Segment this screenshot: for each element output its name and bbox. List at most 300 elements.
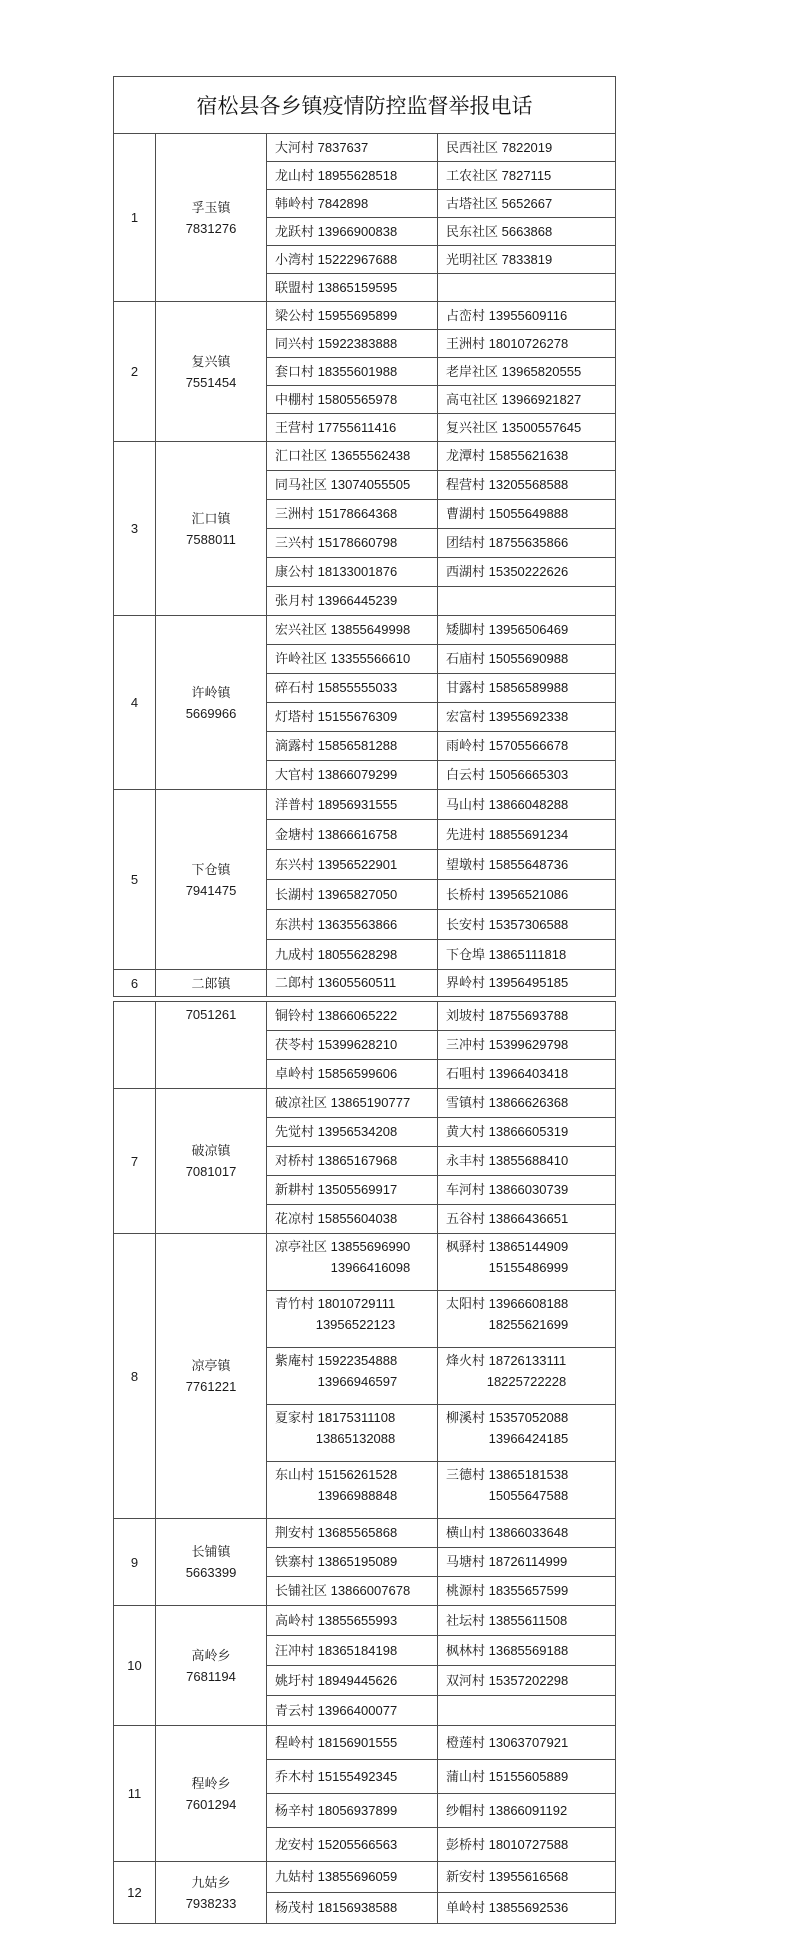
town-cell [156, 1234, 267, 1519]
village-entry [446, 336, 568, 352]
village-line [275, 1350, 397, 1371]
village-name: 龙跃村 [275, 223, 315, 239]
village-name: 汇口社区 [275, 448, 328, 463]
village-line [446, 738, 568, 754]
village-entry [275, 1350, 397, 1392]
village-row [114, 1862, 616, 1893]
village-line [446, 1037, 568, 1053]
village-line [446, 420, 581, 436]
village-entry [275, 564, 397, 580]
village-entry [275, 364, 397, 380]
village-entry [275, 827, 397, 843]
village-entry [446, 1236, 568, 1278]
village-phone: 18855691234 [488, 826, 569, 842]
village-name: 甘露村 [446, 680, 486, 695]
village-name: 新安村 [446, 1869, 486, 1884]
village-name: 车河村 [446, 1182, 486, 1197]
village-line [275, 506, 397, 522]
village-name: 长桥村 [446, 886, 486, 902]
village-phone: 13955692338 [488, 709, 569, 724]
village-line [446, 1769, 568, 1785]
village-entry [275, 1673, 397, 1689]
town-cell [156, 616, 267, 790]
village-entry [275, 1837, 397, 1853]
village-cell [267, 1089, 438, 1118]
village-name: 长安村 [446, 916, 486, 932]
village-cell [267, 761, 438, 790]
village-entry [275, 1407, 395, 1449]
village-name: 团结村 [446, 535, 486, 550]
village-name: 联盟村 [275, 279, 315, 295]
village-cell [438, 190, 616, 218]
village-entry [446, 535, 568, 551]
village-phone: 13866605319 [488, 1124, 569, 1139]
village-entry [275, 1735, 397, 1751]
village-entry [446, 1769, 568, 1785]
village-entry [446, 477, 568, 493]
town-phone: 7051261 [185, 1007, 237, 1022]
village-entry [446, 917, 568, 933]
village-line [446, 917, 568, 933]
village-phone: 18355601988 [317, 363, 398, 379]
town-name: 许岭镇 [191, 684, 231, 700]
village-cell [267, 500, 438, 529]
village-phone: 13855696990 [330, 1239, 411, 1254]
village-name: 社坛村 [446, 1612, 486, 1628]
village-cell [438, 1002, 616, 1031]
village-cell [267, 330, 438, 358]
village-entry [275, 448, 410, 464]
village-name: 杨辛村 [275, 1802, 315, 1818]
village-row [114, 970, 616, 997]
village-entry [446, 1735, 568, 1751]
village-cell [438, 970, 616, 997]
village-entry [446, 738, 568, 754]
village-line [446, 1735, 568, 1751]
village-entry [275, 140, 368, 156]
village-phone: 13655562438 [330, 448, 411, 463]
village-cell [267, 1405, 438, 1462]
village-line [275, 1211, 397, 1227]
village-line [446, 168, 551, 184]
village-line [275, 767, 397, 783]
village-entry [275, 196, 368, 212]
village-phone: 18133001876 [317, 564, 398, 579]
village-entry [275, 887, 397, 903]
village-cell [267, 1862, 438, 1893]
village-phone: 5663868 [501, 223, 553, 239]
village-entry [275, 1900, 397, 1916]
village-line [275, 917, 397, 933]
village-entry [446, 420, 581, 436]
village-phone: 15856581288 [317, 738, 398, 753]
village-entry [275, 420, 396, 436]
village-phone: 18949445626 [317, 1672, 398, 1688]
town-cell [156, 442, 267, 616]
town-number: 5 [114, 790, 156, 970]
village-entry [275, 857, 397, 873]
village-phone: 18355657599 [488, 1583, 569, 1598]
village-name: 王洲村 [446, 335, 486, 351]
village-entry [446, 1066, 568, 1082]
village-line [446, 1554, 567, 1570]
village-phone: 15705566678 [488, 738, 569, 753]
village-line [275, 947, 397, 963]
town-cell [156, 1862, 267, 1924]
village-phone: 13855655993 [317, 1612, 398, 1628]
village-entry [446, 797, 568, 813]
village-line [446, 336, 568, 352]
village-cell [267, 880, 438, 910]
village-name: 破凉社区 [275, 1095, 328, 1110]
village-line [446, 767, 568, 783]
village-entry [275, 1037, 397, 1053]
village-phone: 18156938588 [317, 1900, 398, 1915]
village-phone: 13956495185 [488, 975, 569, 990]
village-name: 荆安村 [275, 1525, 315, 1540]
village-cell [267, 302, 438, 330]
village-cell [267, 1794, 438, 1828]
village-line [275, 1900, 397, 1916]
village-phone: 15399628210 [317, 1037, 398, 1052]
village-name: 复兴社区 [446, 419, 499, 435]
village-phone: 13956506469 [488, 622, 569, 637]
village-name: 太阳村 [446, 1296, 486, 1311]
village-entry [275, 252, 397, 268]
village-name: 大河村 [275, 139, 315, 155]
village-phone: 18955628518 [317, 167, 398, 183]
village-phone: 13865181538 [488, 1467, 569, 1482]
village-phone: 15155676309 [317, 709, 398, 724]
village-phone: 13635563866 [317, 916, 398, 932]
village-cell [438, 1462, 616, 1519]
village-line [446, 1803, 567, 1819]
village-line [446, 392, 581, 408]
town-name: 凉亭镇 [191, 1358, 231, 1373]
village-line [446, 622, 568, 638]
village-line [446, 1673, 568, 1689]
village-cell [438, 1147, 616, 1176]
village-row [114, 1234, 616, 1291]
village-name: 石咀村 [446, 1066, 486, 1081]
village-cell [438, 302, 616, 330]
town-name: 程岭乡 [191, 1775, 231, 1791]
village-name: 白云村 [446, 767, 486, 782]
village-row [114, 442, 616, 471]
village-entry [275, 336, 397, 352]
village-cell [438, 910, 616, 940]
village-phone: 15855648736 [488, 856, 569, 872]
village-name: 望墩村 [446, 856, 486, 872]
village-name: 占峦村 [446, 307, 486, 323]
village-entry [446, 506, 568, 522]
village-name: 矮脚村 [446, 622, 486, 637]
village-entry [446, 622, 568, 638]
village-name: 同兴村 [275, 335, 315, 351]
village-row [114, 790, 616, 820]
village-entry [275, 797, 397, 813]
village-cell [267, 442, 438, 471]
village-phone: 13866007678 [330, 1583, 411, 1598]
village-entry [446, 1037, 568, 1053]
village-cell [267, 358, 438, 386]
village-entry [446, 1554, 567, 1570]
village-entry [275, 738, 397, 754]
village-phone: 15055690988 [488, 651, 569, 666]
village-entry [275, 680, 397, 696]
village-entry [275, 709, 397, 725]
village-phone: 13205568588 [488, 477, 569, 492]
village-line [275, 857, 397, 873]
village-line [275, 680, 397, 696]
village-name: 大官村 [275, 767, 315, 782]
village-phone: 13855611508 [488, 1612, 568, 1628]
village-cell [267, 1726, 438, 1760]
document-title: 宿松县各乡镇疫情防控监督举报电话 [114, 77, 616, 134]
village-phone: 13865144909 [488, 1239, 569, 1254]
village-line [446, 1869, 568, 1885]
village-name: 洋普村 [275, 796, 315, 812]
town-name: 孚玉镇 [191, 199, 231, 215]
village-entry [275, 1153, 397, 1169]
village-entry [275, 477, 410, 493]
village-name: 康公村 [275, 564, 315, 579]
village-line [446, 506, 568, 522]
village-entry [275, 1236, 410, 1278]
village-name: 二郎村 [275, 975, 315, 990]
village-line [446, 1293, 568, 1314]
village-line [275, 1236, 410, 1257]
village-name: 下仓埠 [446, 946, 486, 962]
town-cell [156, 790, 267, 970]
village-entry [275, 1554, 397, 1570]
village-cell [438, 500, 616, 529]
town-phone: 7588011 [186, 531, 236, 547]
village-line [446, 477, 568, 493]
village-cell [438, 246, 616, 274]
village-phone: 18055628298 [317, 946, 398, 962]
village-cell [438, 1060, 616, 1089]
village-cell [267, 1696, 438, 1726]
village-cell [438, 1205, 616, 1234]
village-phone: 15399629798 [488, 1037, 569, 1052]
town-number [114, 1002, 156, 1089]
village-phone: 13355566610 [330, 651, 411, 666]
village-cell [267, 1577, 438, 1606]
village-entry [275, 1124, 397, 1140]
village-line [446, 1153, 568, 1169]
village-line [446, 224, 552, 240]
village-phone: 15855555033 [317, 680, 398, 695]
town-name: 九姑乡 [191, 1874, 231, 1890]
village-phone: 13955616568 [488, 1869, 569, 1884]
village-phone: 13865159595 [317, 279, 398, 295]
village-entry [446, 196, 552, 212]
village-line [275, 1613, 397, 1629]
village-line [275, 1525, 397, 1541]
village-cell [438, 703, 616, 732]
village-cell [438, 1089, 616, 1118]
village-entry [446, 1643, 568, 1659]
village-name: 石庙村 [446, 651, 486, 666]
village-phone: 18755635866 [488, 535, 569, 550]
village-name: 梁公村 [275, 307, 315, 323]
village-name: 界岭村 [446, 975, 486, 990]
village-phone: 15855604038 [317, 1211, 398, 1226]
village-line [446, 709, 568, 725]
village-cell [438, 1828, 616, 1862]
village-phone: 15178660798 [317, 535, 398, 550]
village-entry [446, 364, 581, 380]
village-line [275, 1769, 397, 1785]
village-name: 杨茂村 [275, 1900, 315, 1915]
village-entry [446, 1407, 568, 1449]
village-row [114, 1089, 616, 1118]
village-line [446, 680, 568, 696]
village-phone: 13866048288 [488, 796, 569, 812]
village-phone: 15856599606 [317, 1066, 398, 1081]
village-name: 三冲村 [446, 1037, 486, 1052]
village-phone: 13685569188 [488, 1642, 569, 1658]
village-phone: 13966445239 [317, 593, 398, 608]
village-line [275, 1554, 397, 1570]
village-line [275, 1643, 397, 1659]
village-cell [267, 1348, 438, 1405]
village-entry [275, 1643, 397, 1659]
village-entry [275, 1464, 397, 1506]
village-line [275, 1153, 397, 1169]
village-phone: 15922383888 [317, 335, 398, 351]
village-phone: 13866033648 [488, 1525, 569, 1540]
village-phone: 13063707921 [488, 1734, 569, 1750]
village-name: 民东社区 [446, 223, 499, 239]
town-name: 高岭乡 [191, 1647, 231, 1663]
village-name: 宏富村 [446, 709, 486, 724]
village-name: 九姑村 [275, 1869, 315, 1884]
village-name: 茯苓村 [275, 1037, 315, 1052]
village-cell [267, 587, 438, 616]
town-phone: 7761221 [185, 1379, 237, 1394]
village-cell [438, 674, 616, 703]
village-name: 枫驿村 [446, 1239, 486, 1254]
village-cell [267, 674, 438, 703]
village-entry [275, 1869, 397, 1885]
village-cell [267, 1519, 438, 1548]
village-entry [446, 392, 581, 408]
village-cell [438, 386, 616, 414]
village-name: 高屯社区 [446, 391, 499, 407]
town-name: 破凉镇 [191, 1143, 231, 1158]
village-phone: 15155605889 [488, 1768, 569, 1784]
town-cell [156, 1726, 267, 1862]
village-entry [446, 1525, 568, 1541]
village-phone: 15155492345 [317, 1768, 398, 1784]
village-entry [275, 651, 410, 667]
village-phone: 18755693788 [488, 1008, 569, 1023]
town-phone: 5663399 [185, 1565, 237, 1580]
village-line [446, 1066, 568, 1082]
village-name: 卓岭村 [275, 1066, 315, 1081]
village-name: 张月村 [275, 593, 315, 608]
village-phone: 18010726278 [488, 335, 569, 351]
village-phone-2: 13966424185 [488, 1431, 569, 1446]
village-line [446, 1350, 566, 1371]
village-name: 龙潭村 [446, 448, 486, 463]
village-phone: 15357306588 [488, 916, 569, 932]
village-phone: 13605560511 [317, 975, 397, 990]
village-line [446, 651, 568, 667]
village-phone: 13866436651 [488, 1211, 569, 1226]
village-name: 单岭村 [446, 1900, 486, 1915]
village-cell [267, 274, 438, 302]
village-line [446, 1211, 568, 1227]
village-name: 韩岭村 [275, 195, 315, 211]
village-phone: 17755611416 [317, 419, 397, 435]
village-entry [446, 1124, 568, 1140]
town-phone: 5669966 [185, 705, 237, 721]
village-cell [267, 1147, 438, 1176]
village-line [446, 1182, 568, 1198]
village-entry [275, 1066, 397, 1082]
town-phone: 7941475 [185, 882, 237, 898]
village-name: 碎石村 [275, 680, 315, 695]
village-name: 枫林村 [446, 1642, 486, 1658]
village-name: 长湖村 [275, 886, 315, 902]
village-phone: 13866626368 [488, 1095, 569, 1110]
village-row [114, 1726, 616, 1760]
village-cell [438, 645, 616, 674]
village-row [114, 1606, 616, 1636]
village-name: 中棚村 [275, 391, 315, 407]
village-cell [438, 1636, 616, 1666]
village-entry [446, 1464, 568, 1506]
village-phone: 13866079299 [317, 767, 398, 782]
village-cell [267, 790, 438, 820]
village-phone: 15350222626 [488, 564, 569, 579]
village-line [275, 477, 410, 493]
town-name: 汇口镇 [191, 510, 231, 526]
village-phone: 15056665303 [488, 767, 569, 782]
village-name: 九成村 [275, 946, 315, 962]
village-line [446, 252, 552, 268]
village-cell [438, 134, 616, 162]
village-cell [267, 645, 438, 674]
village-cell [438, 414, 616, 442]
village-line [275, 196, 368, 212]
village-name: 民西社区 [446, 139, 499, 155]
village-cell [267, 1548, 438, 1577]
village-line [446, 887, 568, 903]
village-row [114, 134, 616, 162]
village-name: 龙山村 [275, 167, 315, 183]
village-line [275, 1037, 397, 1053]
village-line [275, 887, 397, 903]
village-phone: 13966400077 [317, 1702, 398, 1718]
village-cell [267, 732, 438, 761]
village-line [446, 140, 552, 156]
village-line [275, 738, 397, 754]
village-name: 光明社区 [446, 251, 499, 267]
town-phone: 7681194 [186, 1668, 236, 1684]
village-line [275, 364, 397, 380]
village-entry [446, 975, 568, 991]
village-cell [267, 1060, 438, 1089]
village-entry [275, 1525, 397, 1541]
village-phone: 13966900838 [317, 223, 398, 239]
village-line [275, 797, 397, 813]
village-phone: 13956534208 [317, 1124, 398, 1139]
village-entry [275, 1293, 395, 1335]
